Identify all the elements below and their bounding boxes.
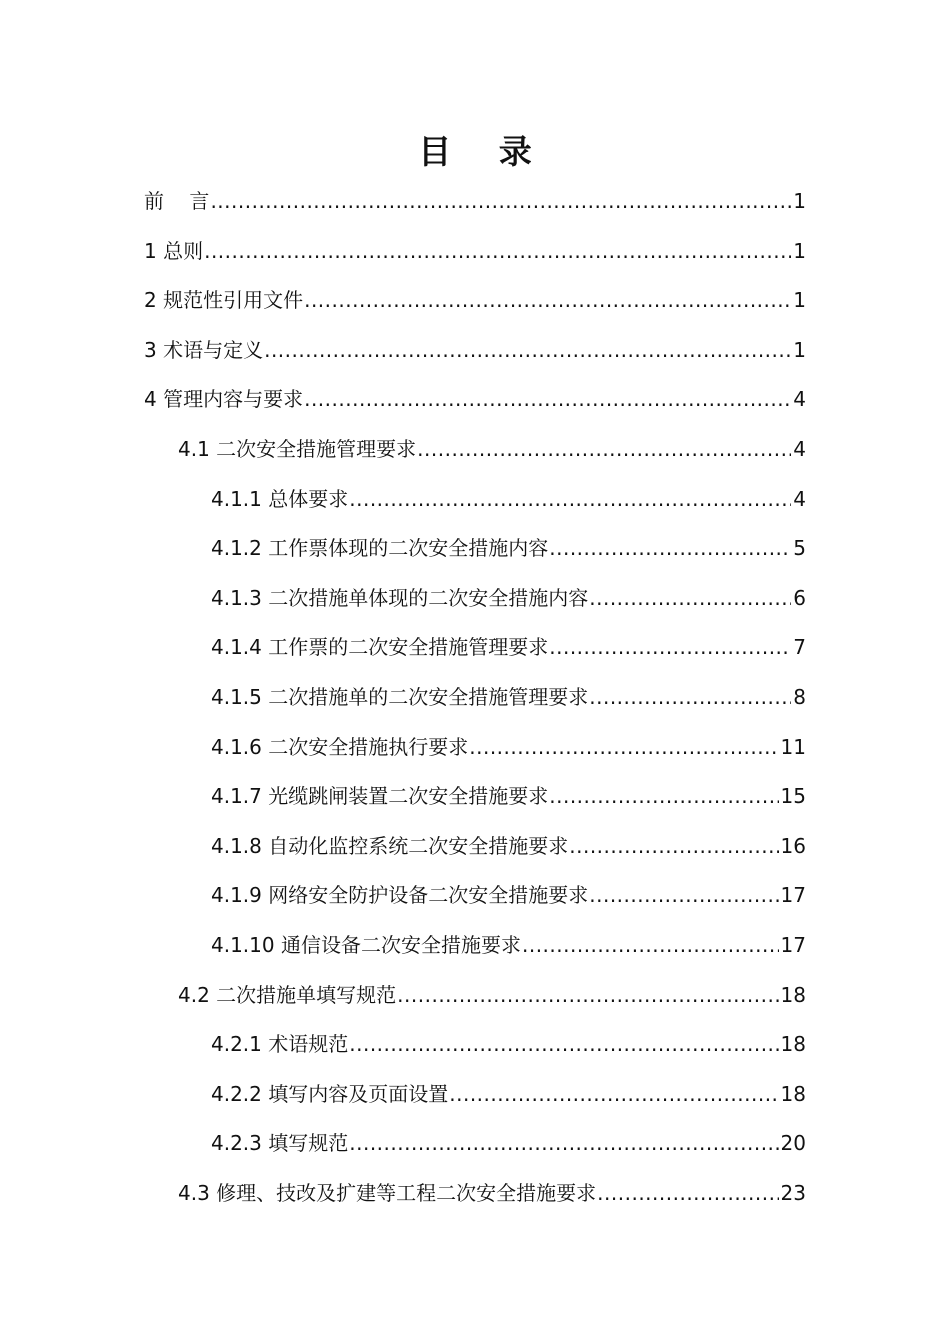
toc-page-number: 1 (793, 337, 806, 362)
toc-entry-label: 4.1.5 二次措施单的二次安全措施管理要求 (211, 685, 589, 709)
toc-entry[interactable] (144, 374, 806, 424)
toc-page-number: 4 (793, 486, 806, 511)
toc-entry-label: 4.1 二次安全措施管理要求 (178, 437, 417, 461)
toc-page-number: 8 (793, 685, 806, 709)
toc-entry[interactable] (211, 1069, 806, 1119)
page-title: 目 录 (418, 132, 550, 171)
toc-dot-leader (397, 970, 778, 1020)
toc-page-number: 1 (793, 189, 806, 213)
toc-entry[interactable] (211, 523, 806, 573)
toc-dot-leader (469, 722, 778, 772)
toc-entry[interactable] (211, 573, 806, 623)
toc-entry-label: 4.1.10 通信设备二次安全措施要求 (211, 933, 521, 957)
toc-dot-leader (264, 325, 791, 375)
toc-page-number: 17 (780, 883, 806, 908)
toc-page-number: 4 (793, 387, 806, 412)
toc-dot-leader (417, 424, 791, 474)
toc-entry[interactable] (211, 821, 806, 871)
toc-entry[interactable] (211, 771, 806, 821)
toc-entry-label: 4.1.2 工作票体现的二次安全措施内容 (211, 536, 549, 561)
toc-page-number: 15 (780, 784, 806, 809)
toc-entry[interactable] (211, 870, 806, 920)
toc-dot-leader (304, 374, 791, 424)
toc-dot-leader (210, 176, 791, 226)
toc-entry[interactable] (144, 325, 806, 375)
toc-page-number: 6 (793, 585, 806, 610)
toc-entry-label: 4.1.9 网络安全防护设备二次安全措施要求 (211, 883, 589, 908)
toc-entry-label: 4.1.1 总体要求 (211, 486, 349, 511)
toc-page-number: 17 (780, 933, 806, 957)
toc-entry-label: 4.2 二次措施单填写规范 (178, 982, 397, 1007)
toc-entry-label: 4 管理内容与要求 (144, 387, 304, 412)
toc-entry-label: 4.1.6 二次安全措施执行要求 (211, 734, 469, 759)
toc-entry[interactable] (144, 275, 806, 325)
toc-dot-leader (597, 1168, 778, 1218)
toc-dot-leader (349, 1118, 778, 1168)
toc-page-number: 20 (780, 1131, 806, 1156)
toc-entry[interactable] (211, 1118, 806, 1168)
toc-dot-leader (589, 672, 791, 722)
toc-entry[interactable] (211, 622, 806, 672)
toc-entry-label: 前 言 (144, 189, 210, 213)
toc-page-number: 1 (793, 238, 806, 263)
toc-entry[interactable] (211, 920, 806, 970)
toc-page-number: 16 (780, 833, 806, 858)
toc-entry-label: 4.2.3 填写规范 (211, 1131, 349, 1156)
toc-page-number: 1 (793, 288, 806, 313)
toc-entry-label: 4.1.8 自动化监控系统二次安全措施要求 (211, 833, 569, 858)
toc-entry[interactable] (211, 1019, 806, 1069)
toc-dot-leader (349, 474, 791, 524)
toc-entry[interactable] (211, 672, 806, 722)
toc-entry[interactable] (178, 970, 806, 1020)
toc-page-number: 23 (780, 1181, 806, 1205)
toc-page-number: 18 (780, 1032, 806, 1057)
toc-entry[interactable] (211, 722, 806, 772)
toc-page-number: 18 (780, 982, 806, 1007)
toc-dot-leader (449, 1069, 778, 1119)
toc-entry-label: 1 总则 (144, 238, 204, 263)
toc-entry[interactable] (178, 1168, 806, 1218)
toc-dot-leader (549, 523, 791, 573)
toc-page-number: 11 (780, 734, 806, 759)
toc-entry[interactable] (144, 226, 806, 276)
toc-page-number: 7 (793, 635, 806, 660)
toc-entry-label: 4.1.7 光缆跳闸装置二次安全措施要求 (211, 784, 549, 809)
toc-entry[interactable] (178, 424, 806, 474)
toc-dot-leader (589, 870, 778, 920)
toc-dot-leader (349, 1019, 778, 1069)
toc-page-number: 18 (780, 1081, 806, 1106)
toc-dot-leader (204, 226, 791, 276)
toc-dot-leader (589, 573, 791, 623)
toc-entry[interactable] (211, 474, 806, 524)
toc-entry-label: 4.1.4 工作票的二次安全措施管理要求 (211, 635, 549, 660)
toc-dot-leader (304, 275, 791, 325)
toc-entry-label: 2 规范性引用文件 (144, 288, 304, 313)
toc-entry[interactable] (144, 176, 806, 226)
toc-entry-label: 4.2.2 填写内容及页面设置 (211, 1081, 449, 1106)
toc-dot-leader (569, 821, 778, 871)
toc-page-number: 4 (793, 437, 806, 461)
toc-page-number: 5 (793, 536, 806, 561)
toc-entry-label: 4.2.1 术语规范 (211, 1032, 349, 1057)
toc-entry-label: 3 术语与定义 (144, 337, 264, 362)
toc-entry-label: 4.3 修理、技改及扩建等工程二次安全措施要求 (178, 1181, 597, 1205)
toc-dot-leader (549, 622, 791, 672)
toc-entry-label: 4.1.3 二次措施单体现的二次安全措施内容 (211, 585, 589, 610)
toc-dot-leader (522, 920, 779, 970)
toc-dot-leader (549, 771, 778, 821)
